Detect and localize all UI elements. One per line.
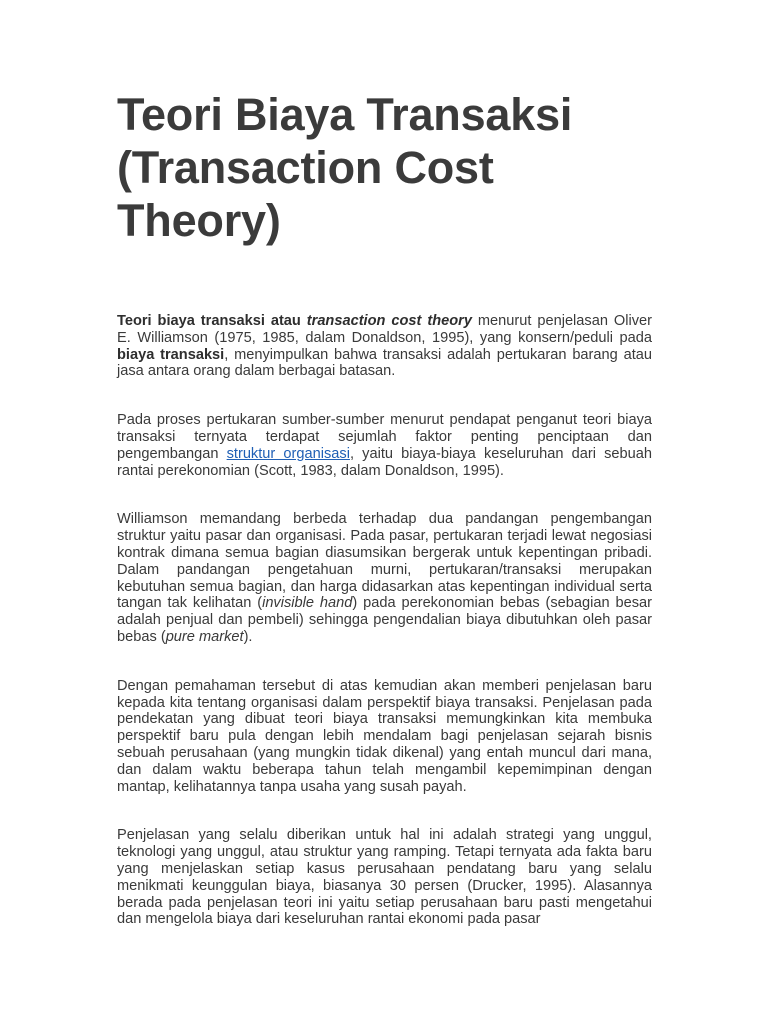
link-struktur-organisasi[interactable]: struktur organisasi — [226, 445, 350, 462]
article-body — [117, 88, 652, 928]
paragraph-2 — [117, 412, 652, 479]
title-line-3: Theory) — [117, 195, 281, 246]
page-title — [117, 88, 652, 247]
paragraph-2-text-b: , yaitu biaya-biaya keseluruhan dari sebuah rantai perekonomian (Scott, 1983, dalam Donaldson, 1995). — [117, 445, 653, 479]
paragraph-3 — [117, 511, 652, 645]
bold-lead: Teori biaya transaksi atau — [117, 313, 307, 329]
italic-invisible-hand: invisible hand — [262, 595, 353, 612]
italic-pure-market: pure market — [165, 628, 244, 645]
title-line-2: (Transaction Cost — [117, 142, 494, 193]
paragraph-1-text-b: , menyimpulkan bahwa transaksi adalah pertukaran barang atau jasa antara orang dalam berbagai batasan. — [117, 346, 652, 380]
bold-term-biaya-transaksi: biaya transaksi — [117, 346, 225, 363]
term-transaction-cost-theory: transaction cost theory — [306, 313, 472, 329]
paragraph-3-text-b: ) pada perekonomian bebas (sebagian besar adalah penjual dan pembeli) sehingga pengendalian biaya dibutuhkan oleh pasar bebas ( — [117, 595, 653, 645]
paragraph-1 — [117, 313, 652, 380]
paragraph-5: Penjelasan yang selalu diberikan untuk hal ini adalah strategi yang unggul, teknologi yang unggul, atau struktur yang ramping. Tetapi ternyata ada fakta baru yang menjelaskan setiap kasus perusahaan pendatang baru yang selalu menikmati keunggulan biaya, biasanya 30 persen (Drucker, 1995). Alasannya berada pada penjelasan teori ini yaitu setiap perusahaan baru pasti mengetahui dan mengelola biaya dari keseluruhan rantai ekonomi pada pasar — [117, 827, 652, 928]
paragraph-1-text-a: menurut penjelasan Oliver E. Williamson (1975, 1985, dalam Donaldson, 1995), yang konsern/peduli pada — [117, 313, 652, 346]
paragraph-3-text-c: ). — [243, 628, 253, 645]
title-line-1: Teori Biaya Transaksi — [117, 89, 573, 140]
paragraph-3-text-a: Williamson memandang berbeda terhadap dua pandangan pengembangan struktur yaitu pasar dan organisasi. Pada pasar, pertukaran terjadi lewat negosiasi kontrak dimana semua bagian diasumsikan bergerak untuk kepentingan pribadi. Dalam pandangan pengetahuan murni, pertukaran/transaksi merupakan kebutuhan semua bagian, dan harga didasarkan atas kepentingan individual serta tangan tak kelihatan ( — [117, 511, 652, 612]
paragraph-4: Dengan pemahaman tersebut di atas kemudian akan memberi penjelasan baru kepada kita tentang organisasi dalam perspektif biaya transaksi. Penjelasan pada pendekatan yang dibuat teori biaya transaksi memungkinkan kita membuka perspektif baru pula dengan lebih mendalam bagi penjelasan sejarah bisnis sebuah perusahaan (yang mungkin tidak dikenal) yang entah muncul dari mana, dan dalam waktu beberapa tahun telah mengambil kepemimpinan dengan mantap, kelihatannya tanpa usaha yang susah payah. — [117, 677, 652, 795]
bold-italic-term — [307, 313, 472, 329]
paragraph-2-text-a: Pada proses pertukaran sumber-sumber menurut pendapat penganut teori biaya transaksi ternyata terdapat sejumlah faktor penting penciptaan dan pengembangan — [117, 412, 652, 462]
